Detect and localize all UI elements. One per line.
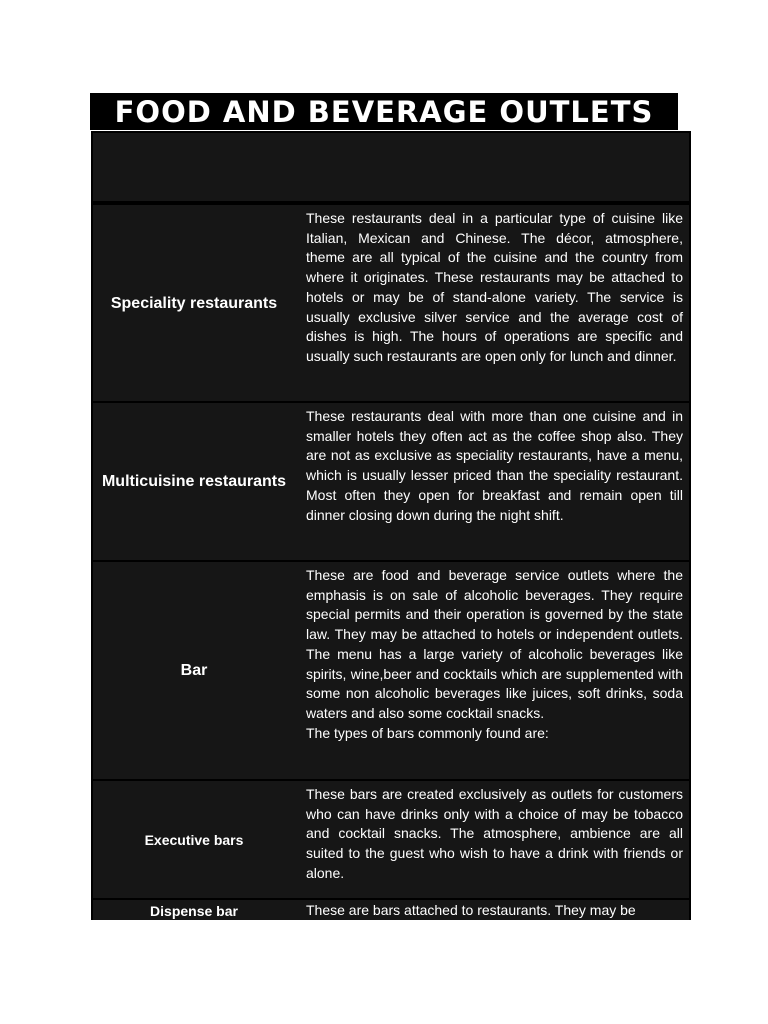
- table-row-bar: [93, 562, 689, 779]
- table-row-multicuisine-restaurants: [93, 403, 689, 560]
- row-label: Bar: [93, 562, 295, 779]
- row-label: Multicuisine restaurants: [93, 403, 295, 560]
- row-label: Executive bars: [93, 781, 295, 898]
- row-description: These are bars attached to restaurants. They may be: [297, 900, 689, 920]
- table-header-cell-right: [297, 133, 689, 201]
- table-row-dispense-bar: [93, 900, 689, 920]
- table-header-cell-left: [93, 133, 295, 201]
- table-header-row: [93, 133, 689, 201]
- table-row-speciality-restaurants: [93, 205, 689, 401]
- document-title: FOOD AND BEVERAGE OUTLETS: [90, 93, 678, 130]
- outlets-table: [89, 131, 693, 920]
- row-label: Speciality restaurants: [93, 205, 295, 401]
- row-description: These bars are created exclusively as outlets for customers who can have drinks only with a choice of may be tobacco and cocktail snacks. The atmosphere, ambience are all suited to the guest who wish to have a drink with friends or alone.: [297, 781, 689, 898]
- row-description: These restaurants deal in a particular type of cuisine like Italian, Mexican and Chinese. The décor, atmosphere, theme are all typical of the cuisine and the country from where it originates. These restaurants may be attached to hotels or may be of stand-alone variety. The service is usually exclusive silver service and the average cost of dishes is high. The hours of operations are specific and usually such restaurants are open only for lunch and dinner.: [297, 205, 689, 401]
- table-row-executive-bars: [93, 781, 689, 898]
- row-label: Dispense bar: [93, 900, 295, 920]
- row-description: These restaurants deal with more than one cuisine and in smaller hotels they often act as the coffee shop also. They are not as exclusive as speciality restaurants, have a menu, which is usually lesser priced than the speciality restaurant. Most often they open for breakfast and remain open till dinner closing down during the night shift.: [297, 403, 689, 560]
- row-description: These are food and beverage service outlets where the emphasis is on sale of alcoholic beverages. They require special permits and their operation is governed by the state law. They may be attached to hotels or independent outlets. The menu has a large variety of alcoholic beverages like spirits, wine,beer and cocktails which are supplemented with some non alcoholic beverages like juices, soft drinks, soda waters and also some cocktail snacks. The types of bars commonly found are:: [297, 562, 689, 779]
